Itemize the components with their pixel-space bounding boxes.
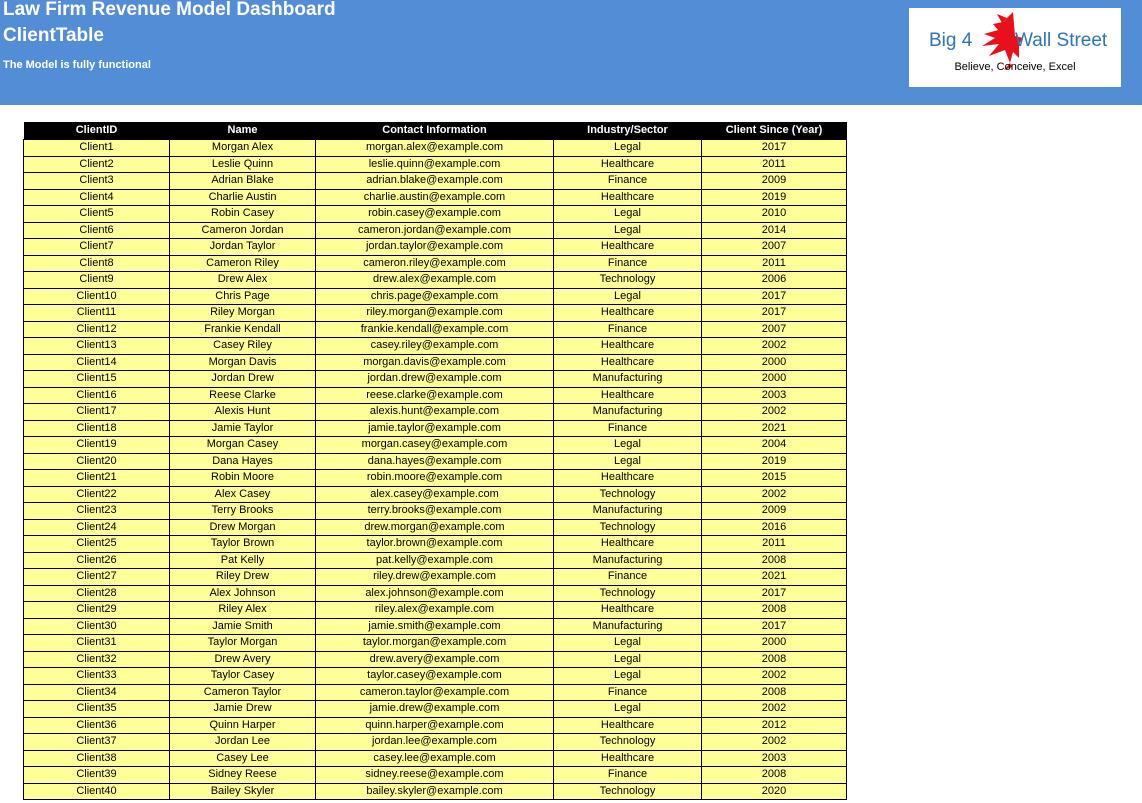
cell-name[interactable]: Drew Avery bbox=[170, 651, 316, 668]
cell-industry[interactable]: Finance bbox=[554, 569, 702, 586]
sheet-subtitle: ClientTable bbox=[3, 25, 104, 46]
cell-client-id[interactable]: Client15 bbox=[24, 371, 170, 388]
cell-name[interactable]: Jordan Taylor bbox=[170, 239, 316, 256]
table-row bbox=[24, 140, 847, 157]
cell-client-since[interactable]: 2008 bbox=[702, 684, 847, 701]
logo-tagline: Believe, Conceive, Excel bbox=[954, 61, 1076, 73]
cell-contact[interactable]: dana.hayes@example.com bbox=[316, 453, 554, 470]
table-row bbox=[24, 552, 847, 569]
cell-contact[interactable]: riley.alex@example.com bbox=[316, 602, 554, 619]
table-header-row bbox=[24, 122, 847, 140]
cell-industry[interactable]: Healthcare bbox=[554, 305, 702, 322]
cell-contact[interactable]: alex.johnson@example.com bbox=[316, 585, 554, 602]
table-row bbox=[24, 750, 847, 767]
cell-contact[interactable]: bailey.skyler@example.com bbox=[316, 783, 554, 800]
cell-contact[interactable]: drew.morgan@example.com bbox=[316, 519, 554, 536]
company-logo[interactable] bbox=[909, 8, 1121, 87]
cell-contact[interactable]: cameron.taylor@example.com bbox=[316, 684, 554, 701]
cell-contact[interactable]: jamie.smith@example.com bbox=[316, 618, 554, 635]
cell-name[interactable]: Morgan Alex bbox=[170, 140, 316, 157]
cell-name[interactable]: Jordan Drew bbox=[170, 371, 316, 388]
cell-name[interactable]: Morgan Casey bbox=[170, 437, 316, 454]
cell-contact[interactable]: jordan.lee@example.com bbox=[316, 734, 554, 751]
cell-industry[interactable]: Legal bbox=[554, 668, 702, 685]
cell-client-since[interactable]: 2017 bbox=[702, 585, 847, 602]
cell-client-since[interactable]: 2011 bbox=[702, 536, 847, 553]
cell-client-id[interactable]: Client3 bbox=[24, 173, 170, 190]
cell-contact[interactable]: reese.clarke@example.com bbox=[316, 387, 554, 404]
cell-name[interactable]: Charlie Austin bbox=[170, 189, 316, 206]
cell-client-since[interactable]: 2002 bbox=[702, 668, 847, 685]
column-header-industry[interactable]: Industry/Sector bbox=[554, 122, 702, 140]
cell-client-id[interactable]: Client8 bbox=[24, 255, 170, 272]
table-row bbox=[24, 783, 847, 800]
cell-industry[interactable]: Legal bbox=[554, 222, 702, 239]
table-row bbox=[24, 585, 847, 602]
table-row bbox=[24, 189, 847, 206]
cell-industry[interactable]: Healthcare bbox=[554, 387, 702, 404]
table-row bbox=[24, 305, 847, 322]
cell-contact[interactable]: adrian.blake@example.com bbox=[316, 173, 554, 190]
cell-industry[interactable]: Healthcare bbox=[554, 602, 702, 619]
cell-client-since[interactable]: 2000 bbox=[702, 354, 847, 371]
cell-client-id[interactable]: Client9 bbox=[24, 272, 170, 289]
cell-client-id[interactable]: Client23 bbox=[24, 503, 170, 520]
cell-industry[interactable]: Finance bbox=[554, 255, 702, 272]
cell-industry[interactable]: Finance bbox=[554, 767, 702, 784]
cell-contact[interactable]: leslie.quinn@example.com bbox=[316, 156, 554, 173]
client-table bbox=[23, 122, 847, 800]
column-header-client-since[interactable]: Client Since (Year) bbox=[702, 122, 847, 140]
cell-industry[interactable]: Healthcare bbox=[554, 156, 702, 173]
cell-client-since[interactable]: 2017 bbox=[702, 618, 847, 635]
cell-industry[interactable]: Manufacturing bbox=[554, 618, 702, 635]
cell-name[interactable]: Dana Hayes bbox=[170, 453, 316, 470]
cell-industry[interactable]: Manufacturing bbox=[554, 552, 702, 569]
table-row bbox=[24, 717, 847, 734]
cell-contact[interactable]: pat.kelly@example.com bbox=[316, 552, 554, 569]
cell-industry[interactable]: Legal bbox=[554, 651, 702, 668]
cell-client-id[interactable]: Client12 bbox=[24, 321, 170, 338]
cell-name[interactable]: Casey Riley bbox=[170, 338, 316, 355]
cell-name[interactable]: Adrian Blake bbox=[170, 173, 316, 190]
cell-client-since[interactable]: 2000 bbox=[702, 371, 847, 388]
cell-name[interactable]: Taylor Morgan bbox=[170, 635, 316, 652]
cell-contact[interactable]: alexis.hunt@example.com bbox=[316, 404, 554, 421]
cell-client-id[interactable]: Client17 bbox=[24, 404, 170, 421]
cell-client-since[interactable]: 2004 bbox=[702, 437, 847, 454]
cell-contact[interactable]: casey.riley@example.com bbox=[316, 338, 554, 355]
cell-industry[interactable]: Technology bbox=[554, 734, 702, 751]
cell-industry[interactable]: Finance bbox=[554, 321, 702, 338]
cell-client-id[interactable]: Client4 bbox=[24, 189, 170, 206]
cell-client-since[interactable]: 2014 bbox=[702, 222, 847, 239]
cell-contact[interactable]: alex.casey@example.com bbox=[316, 486, 554, 503]
cell-client-since[interactable]: 2019 bbox=[702, 453, 847, 470]
cell-client-id[interactable]: Client1 bbox=[24, 140, 170, 157]
cell-industry[interactable]: Legal bbox=[554, 635, 702, 652]
cell-industry[interactable]: Healthcare bbox=[554, 750, 702, 767]
cell-contact[interactable]: morgan.casey@example.com bbox=[316, 437, 554, 454]
cell-client-since[interactable]: 2021 bbox=[702, 420, 847, 437]
cell-client-since[interactable]: 2003 bbox=[702, 750, 847, 767]
cell-name[interactable]: Riley Morgan bbox=[170, 305, 316, 322]
table-row bbox=[24, 651, 847, 668]
table-row bbox=[24, 371, 847, 388]
cell-client-id[interactable]: Client24 bbox=[24, 519, 170, 536]
cell-industry[interactable]: Technology bbox=[554, 272, 702, 289]
dashboard-title: Law Firm Revenue Model Dashboard bbox=[3, 0, 336, 20]
cell-client-since[interactable]: 2002 bbox=[702, 486, 847, 503]
table-row bbox=[24, 255, 847, 272]
cell-client-id[interactable]: Client5 bbox=[24, 206, 170, 223]
table-row bbox=[24, 470, 847, 487]
cell-industry[interactable]: Legal bbox=[554, 140, 702, 157]
cell-contact[interactable]: morgan.davis@example.com bbox=[316, 354, 554, 371]
cell-client-since[interactable]: 2008 bbox=[702, 767, 847, 784]
cell-client-id[interactable]: Client33 bbox=[24, 668, 170, 685]
cell-industry[interactable]: Technology bbox=[554, 486, 702, 503]
cell-client-id[interactable]: Client32 bbox=[24, 651, 170, 668]
cell-industry[interactable]: Healthcare bbox=[554, 536, 702, 553]
cell-name[interactable]: Riley Alex bbox=[170, 602, 316, 619]
cell-contact[interactable]: taylor.morgan@example.com bbox=[316, 635, 554, 652]
cell-industry[interactable]: Technology bbox=[554, 585, 702, 602]
cell-client-since[interactable]: 2003 bbox=[702, 387, 847, 404]
model-note: The Model is fully functional bbox=[3, 59, 151, 71]
cell-client-since[interactable]: 2017 bbox=[702, 288, 847, 305]
cell-client-id[interactable]: Client6 bbox=[24, 222, 170, 239]
cell-contact[interactable]: robin.casey@example.com bbox=[316, 206, 554, 223]
cell-client-since[interactable]: 2002 bbox=[702, 701, 847, 718]
cell-industry[interactable]: Technology bbox=[554, 519, 702, 536]
cell-client-since[interactable]: 2008 bbox=[702, 602, 847, 619]
cell-name[interactable]: Jordan Lee bbox=[170, 734, 316, 751]
cell-client-id[interactable]: Client35 bbox=[24, 701, 170, 718]
cell-client-since[interactable]: 2017 bbox=[702, 305, 847, 322]
cell-client-id[interactable]: Client29 bbox=[24, 602, 170, 619]
cell-contact[interactable]: riley.drew@example.com bbox=[316, 569, 554, 586]
cell-client-id[interactable]: Client34 bbox=[24, 684, 170, 701]
cell-industry[interactable]: Manufacturing bbox=[554, 371, 702, 388]
cell-name[interactable]: Pat Kelly bbox=[170, 552, 316, 569]
cell-contact[interactable]: terry.brooks@example.com bbox=[316, 503, 554, 520]
table-row bbox=[24, 519, 847, 536]
table-row bbox=[24, 602, 847, 619]
cell-contact[interactable]: jordan.taylor@example.com bbox=[316, 239, 554, 256]
cell-name[interactable]: Drew Alex bbox=[170, 272, 316, 289]
cell-name[interactable]: Terry Brooks bbox=[170, 503, 316, 520]
table-row bbox=[24, 288, 847, 305]
table-row bbox=[24, 222, 847, 239]
cell-client-since[interactable]: 2016 bbox=[702, 519, 847, 536]
cell-contact[interactable]: chris.page@example.com bbox=[316, 288, 554, 305]
cell-client-since[interactable]: 2007 bbox=[702, 239, 847, 256]
cell-client-id[interactable]: Client14 bbox=[24, 354, 170, 371]
cell-client-id[interactable]: Client22 bbox=[24, 486, 170, 503]
table-row bbox=[24, 156, 847, 173]
cell-name[interactable]: Taylor Casey bbox=[170, 668, 316, 685]
table-row bbox=[24, 239, 847, 256]
table-row bbox=[24, 404, 847, 421]
cell-client-id[interactable]: Client18 bbox=[24, 420, 170, 437]
cell-industry[interactable]: Healthcare bbox=[554, 354, 702, 371]
cell-client-id[interactable]: Client10 bbox=[24, 288, 170, 305]
cell-client-since[interactable]: 2017 bbox=[702, 140, 847, 157]
cell-client-since[interactable]: 2010 bbox=[702, 206, 847, 223]
cell-client-id[interactable]: Client25 bbox=[24, 536, 170, 553]
table-body bbox=[24, 140, 847, 800]
table-row bbox=[24, 354, 847, 371]
cell-client-id[interactable]: Client27 bbox=[24, 569, 170, 586]
cell-client-since[interactable]: 2020 bbox=[702, 783, 847, 800]
cell-industry[interactable]: Healthcare bbox=[554, 338, 702, 355]
cell-industry[interactable]: Technology bbox=[554, 783, 702, 800]
cell-name[interactable]: Leslie Quinn bbox=[170, 156, 316, 173]
table-row bbox=[24, 453, 847, 470]
cell-contact[interactable]: sidney.reese@example.com bbox=[316, 767, 554, 784]
cell-name[interactable]: Cameron Taylor bbox=[170, 684, 316, 701]
cell-name[interactable]: Taylor Brown bbox=[170, 536, 316, 553]
cell-contact[interactable]: riley.morgan@example.com bbox=[316, 305, 554, 322]
cell-client-since[interactable]: 2008 bbox=[702, 552, 847, 569]
table-row bbox=[24, 734, 847, 751]
cell-client-since[interactable]: 2021 bbox=[702, 569, 847, 586]
cell-name[interactable]: Robin Moore bbox=[170, 470, 316, 487]
table-row bbox=[24, 387, 847, 404]
cell-contact[interactable]: robin.moore@example.com bbox=[316, 470, 554, 487]
table-row bbox=[24, 486, 847, 503]
cell-client-id[interactable]: Client21 bbox=[24, 470, 170, 487]
cell-industry[interactable]: Healthcare bbox=[554, 717, 702, 734]
table-row bbox=[24, 618, 847, 635]
table-row bbox=[24, 321, 847, 338]
cell-client-id[interactable]: Client30 bbox=[24, 618, 170, 635]
table-row bbox=[24, 635, 847, 652]
table-row bbox=[24, 437, 847, 454]
cell-client-id[interactable]: Client39 bbox=[24, 767, 170, 784]
cell-contact[interactable]: casey.lee@example.com bbox=[316, 750, 554, 767]
cell-name[interactable]: Casey Lee bbox=[170, 750, 316, 767]
cell-client-id[interactable]: Client2 bbox=[24, 156, 170, 173]
cell-name[interactable]: Drew Morgan bbox=[170, 519, 316, 536]
cell-client-since[interactable]: 2011 bbox=[702, 255, 847, 272]
cell-client-since[interactable]: 2019 bbox=[702, 189, 847, 206]
cell-name[interactable]: Sidney Reese bbox=[170, 767, 316, 784]
cell-client-since[interactable]: 2002 bbox=[702, 734, 847, 751]
table-row bbox=[24, 701, 847, 718]
cell-name[interactable]: Jamie Smith bbox=[170, 618, 316, 635]
cell-contact[interactable]: frankie.kendall@example.com bbox=[316, 321, 554, 338]
column-header-client-id[interactable]: ClientID bbox=[24, 122, 170, 140]
cell-name[interactable]: Alex Johnson bbox=[170, 585, 316, 602]
cell-name[interactable]: Robin Casey bbox=[170, 206, 316, 223]
cell-client-since[interactable]: 2002 bbox=[702, 338, 847, 355]
cell-name[interactable]: Cameron Jordan bbox=[170, 222, 316, 239]
cell-client-since[interactable]: 2002 bbox=[702, 404, 847, 421]
dashboard-header bbox=[0, 0, 1142, 105]
cell-contact[interactable]: drew.alex@example.com bbox=[316, 272, 554, 289]
logo-text-right: Wall Street bbox=[1015, 30, 1108, 51]
cell-client-id[interactable]: Client11 bbox=[24, 305, 170, 322]
cell-client-id[interactable]: Client28 bbox=[24, 585, 170, 602]
cell-industry[interactable]: Legal bbox=[554, 453, 702, 470]
cell-client-id[interactable]: Client31 bbox=[24, 635, 170, 652]
column-header-name[interactable]: Name bbox=[170, 122, 316, 140]
cell-contact[interactable]: jordan.drew@example.com bbox=[316, 371, 554, 388]
cell-contact[interactable]: jamie.drew@example.com bbox=[316, 701, 554, 718]
cell-client-since[interactable]: 2009 bbox=[702, 173, 847, 190]
cell-industry[interactable]: Healthcare bbox=[554, 470, 702, 487]
cell-industry[interactable]: Healthcare bbox=[554, 189, 702, 206]
cell-name[interactable]: Alexis Hunt bbox=[170, 404, 316, 421]
table-row bbox=[24, 668, 847, 685]
cell-contact[interactable]: jamie.taylor@example.com bbox=[316, 420, 554, 437]
cell-client-since[interactable]: 2007 bbox=[702, 321, 847, 338]
table-row bbox=[24, 272, 847, 289]
table-row bbox=[24, 536, 847, 553]
cell-contact[interactable]: charlie.austin@example.com bbox=[316, 189, 554, 206]
cell-name[interactable]: Riley Drew bbox=[170, 569, 316, 586]
cell-client-since[interactable]: 2009 bbox=[702, 503, 847, 520]
cell-client-id[interactable]: Client36 bbox=[24, 717, 170, 734]
cell-client-id[interactable]: Client37 bbox=[24, 734, 170, 751]
cell-industry[interactable]: Finance bbox=[554, 173, 702, 190]
cell-contact[interactable]: quinn.harper@example.com bbox=[316, 717, 554, 734]
cell-client-id[interactable]: Client40 bbox=[24, 783, 170, 800]
cell-client-since[interactable]: 2000 bbox=[702, 635, 847, 652]
table-row bbox=[24, 206, 847, 223]
table-row bbox=[24, 569, 847, 586]
cell-name[interactable]: Cameron Riley bbox=[170, 255, 316, 272]
cell-name[interactable]: Alex Casey bbox=[170, 486, 316, 503]
cell-client-since[interactable]: 2008 bbox=[702, 651, 847, 668]
table-row bbox=[24, 173, 847, 190]
cell-client-id[interactable]: Client7 bbox=[24, 239, 170, 256]
cell-client-since[interactable]: 2015 bbox=[702, 470, 847, 487]
cell-industry[interactable]: Legal bbox=[554, 288, 702, 305]
table-row bbox=[24, 420, 847, 437]
cell-client-id[interactable]: Client16 bbox=[24, 387, 170, 404]
cell-industry[interactable]: Legal bbox=[554, 437, 702, 454]
cell-name[interactable]: Morgan Davis bbox=[170, 354, 316, 371]
cell-client-since[interactable]: 2012 bbox=[702, 717, 847, 734]
cell-contact[interactable]: cameron.riley@example.com bbox=[316, 255, 554, 272]
cell-client-id[interactable]: Client20 bbox=[24, 453, 170, 470]
cell-contact[interactable]: drew.avery@example.com bbox=[316, 651, 554, 668]
cell-industry[interactable]: Healthcare bbox=[554, 239, 702, 256]
cell-contact[interactable]: cameron.jordan@example.com bbox=[316, 222, 554, 239]
table-row bbox=[24, 767, 847, 784]
cell-name[interactable]: Bailey Skyler bbox=[170, 783, 316, 800]
table-row bbox=[24, 338, 847, 355]
cell-contact[interactable]: taylor.brown@example.com bbox=[316, 536, 554, 553]
cell-client-id[interactable]: Client26 bbox=[24, 552, 170, 569]
cell-contact[interactable]: morgan.alex@example.com bbox=[316, 140, 554, 157]
cell-name[interactable]: Quinn Harper bbox=[170, 717, 316, 734]
cell-client-since[interactable]: 2011 bbox=[702, 156, 847, 173]
cell-industry[interactable]: Legal bbox=[554, 206, 702, 223]
cell-industry[interactable]: Finance bbox=[554, 420, 702, 437]
cell-client-id[interactable]: Client13 bbox=[24, 338, 170, 355]
cell-industry[interactable]: Manufacturing bbox=[554, 503, 702, 520]
cell-name[interactable]: Jamie Taylor bbox=[170, 420, 316, 437]
column-header-contact[interactable]: Contact Information bbox=[316, 122, 554, 140]
cell-client-since[interactable]: 2006 bbox=[702, 272, 847, 289]
table-row bbox=[24, 503, 847, 520]
table-row bbox=[24, 684, 847, 701]
cell-name[interactable]: Jamie Drew bbox=[170, 701, 316, 718]
cell-client-id[interactable]: Client38 bbox=[24, 750, 170, 767]
cell-industry[interactable]: Finance bbox=[554, 684, 702, 701]
cell-contact[interactable]: taylor.casey@example.com bbox=[316, 668, 554, 685]
cell-industry[interactable]: Manufacturing bbox=[554, 404, 702, 421]
cell-name[interactable]: Reese Clarke bbox=[170, 387, 316, 404]
cell-name[interactable]: Chris Page bbox=[170, 288, 316, 305]
cell-name[interactable]: Frankie Kendall bbox=[170, 321, 316, 338]
logo-text-left: Big 4 bbox=[929, 30, 973, 51]
cell-industry[interactable]: Legal bbox=[554, 701, 702, 718]
cell-client-id[interactable]: Client19 bbox=[24, 437, 170, 454]
